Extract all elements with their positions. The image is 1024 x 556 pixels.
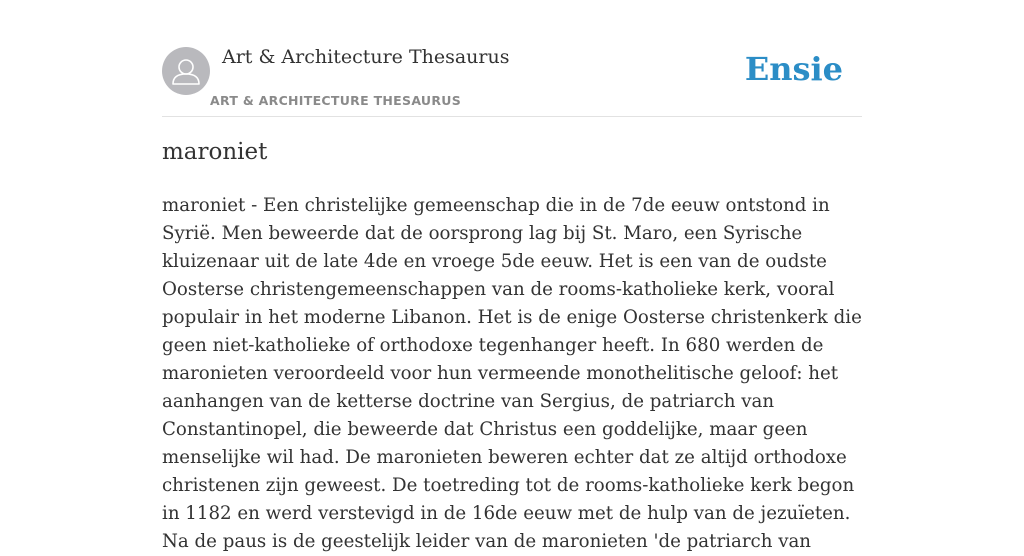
category-label: ART & ARCHITECTURE THESAURUS	[210, 93, 462, 108]
article-body: maroniet - Een christelijke gemeenschap die in de 7de eeuw ontstond in Syrië. Men beweerde dat de oorsprong lag bij St. Maro, een Syrische kluizenaar uit de late 4de en vroege 5de eeuw. Het is een van de oudste Oosterse christengemeenschappen van de rooms-katholieke kerk, vooral populair in het moderne Libanon. Het is de enige Oosterse christenkerk die geen niet-katholieke of orthodoxe tegenhanger heeft. In 680 werden de maronieten veroordeeld voor hun vermeende monothelitische geloof: het aanhangen van de ketterse doctrine van Sergius, de patriarch van Constantinopel, die beweerde dat Christus een goddelijke, maar geen menselijke wil had. De maronieten beweren echter dat ze altijd orthodoxe christenen zijn geweest. De toetreding tot de rooms-katholieke kerk begon in 1182 en werd verstevigd in de 16de eeuw met de hulp van de jezuïeten. Na de paus is de geestelijk leider van de maronieten 'de patriarch van	[162, 195, 862, 552]
author-name-link[interactable]: Art & Architecture Thesaurus	[222, 46, 510, 68]
user-silhouette-icon	[162, 47, 210, 95]
author-avatar[interactable]	[162, 47, 210, 95]
page-container	[162, 0, 862, 552]
ensie-logo[interactable]: Ensie	[744, 50, 843, 88]
page-header	[162, 0, 862, 117]
article-title: maroniet	[162, 139, 268, 165]
